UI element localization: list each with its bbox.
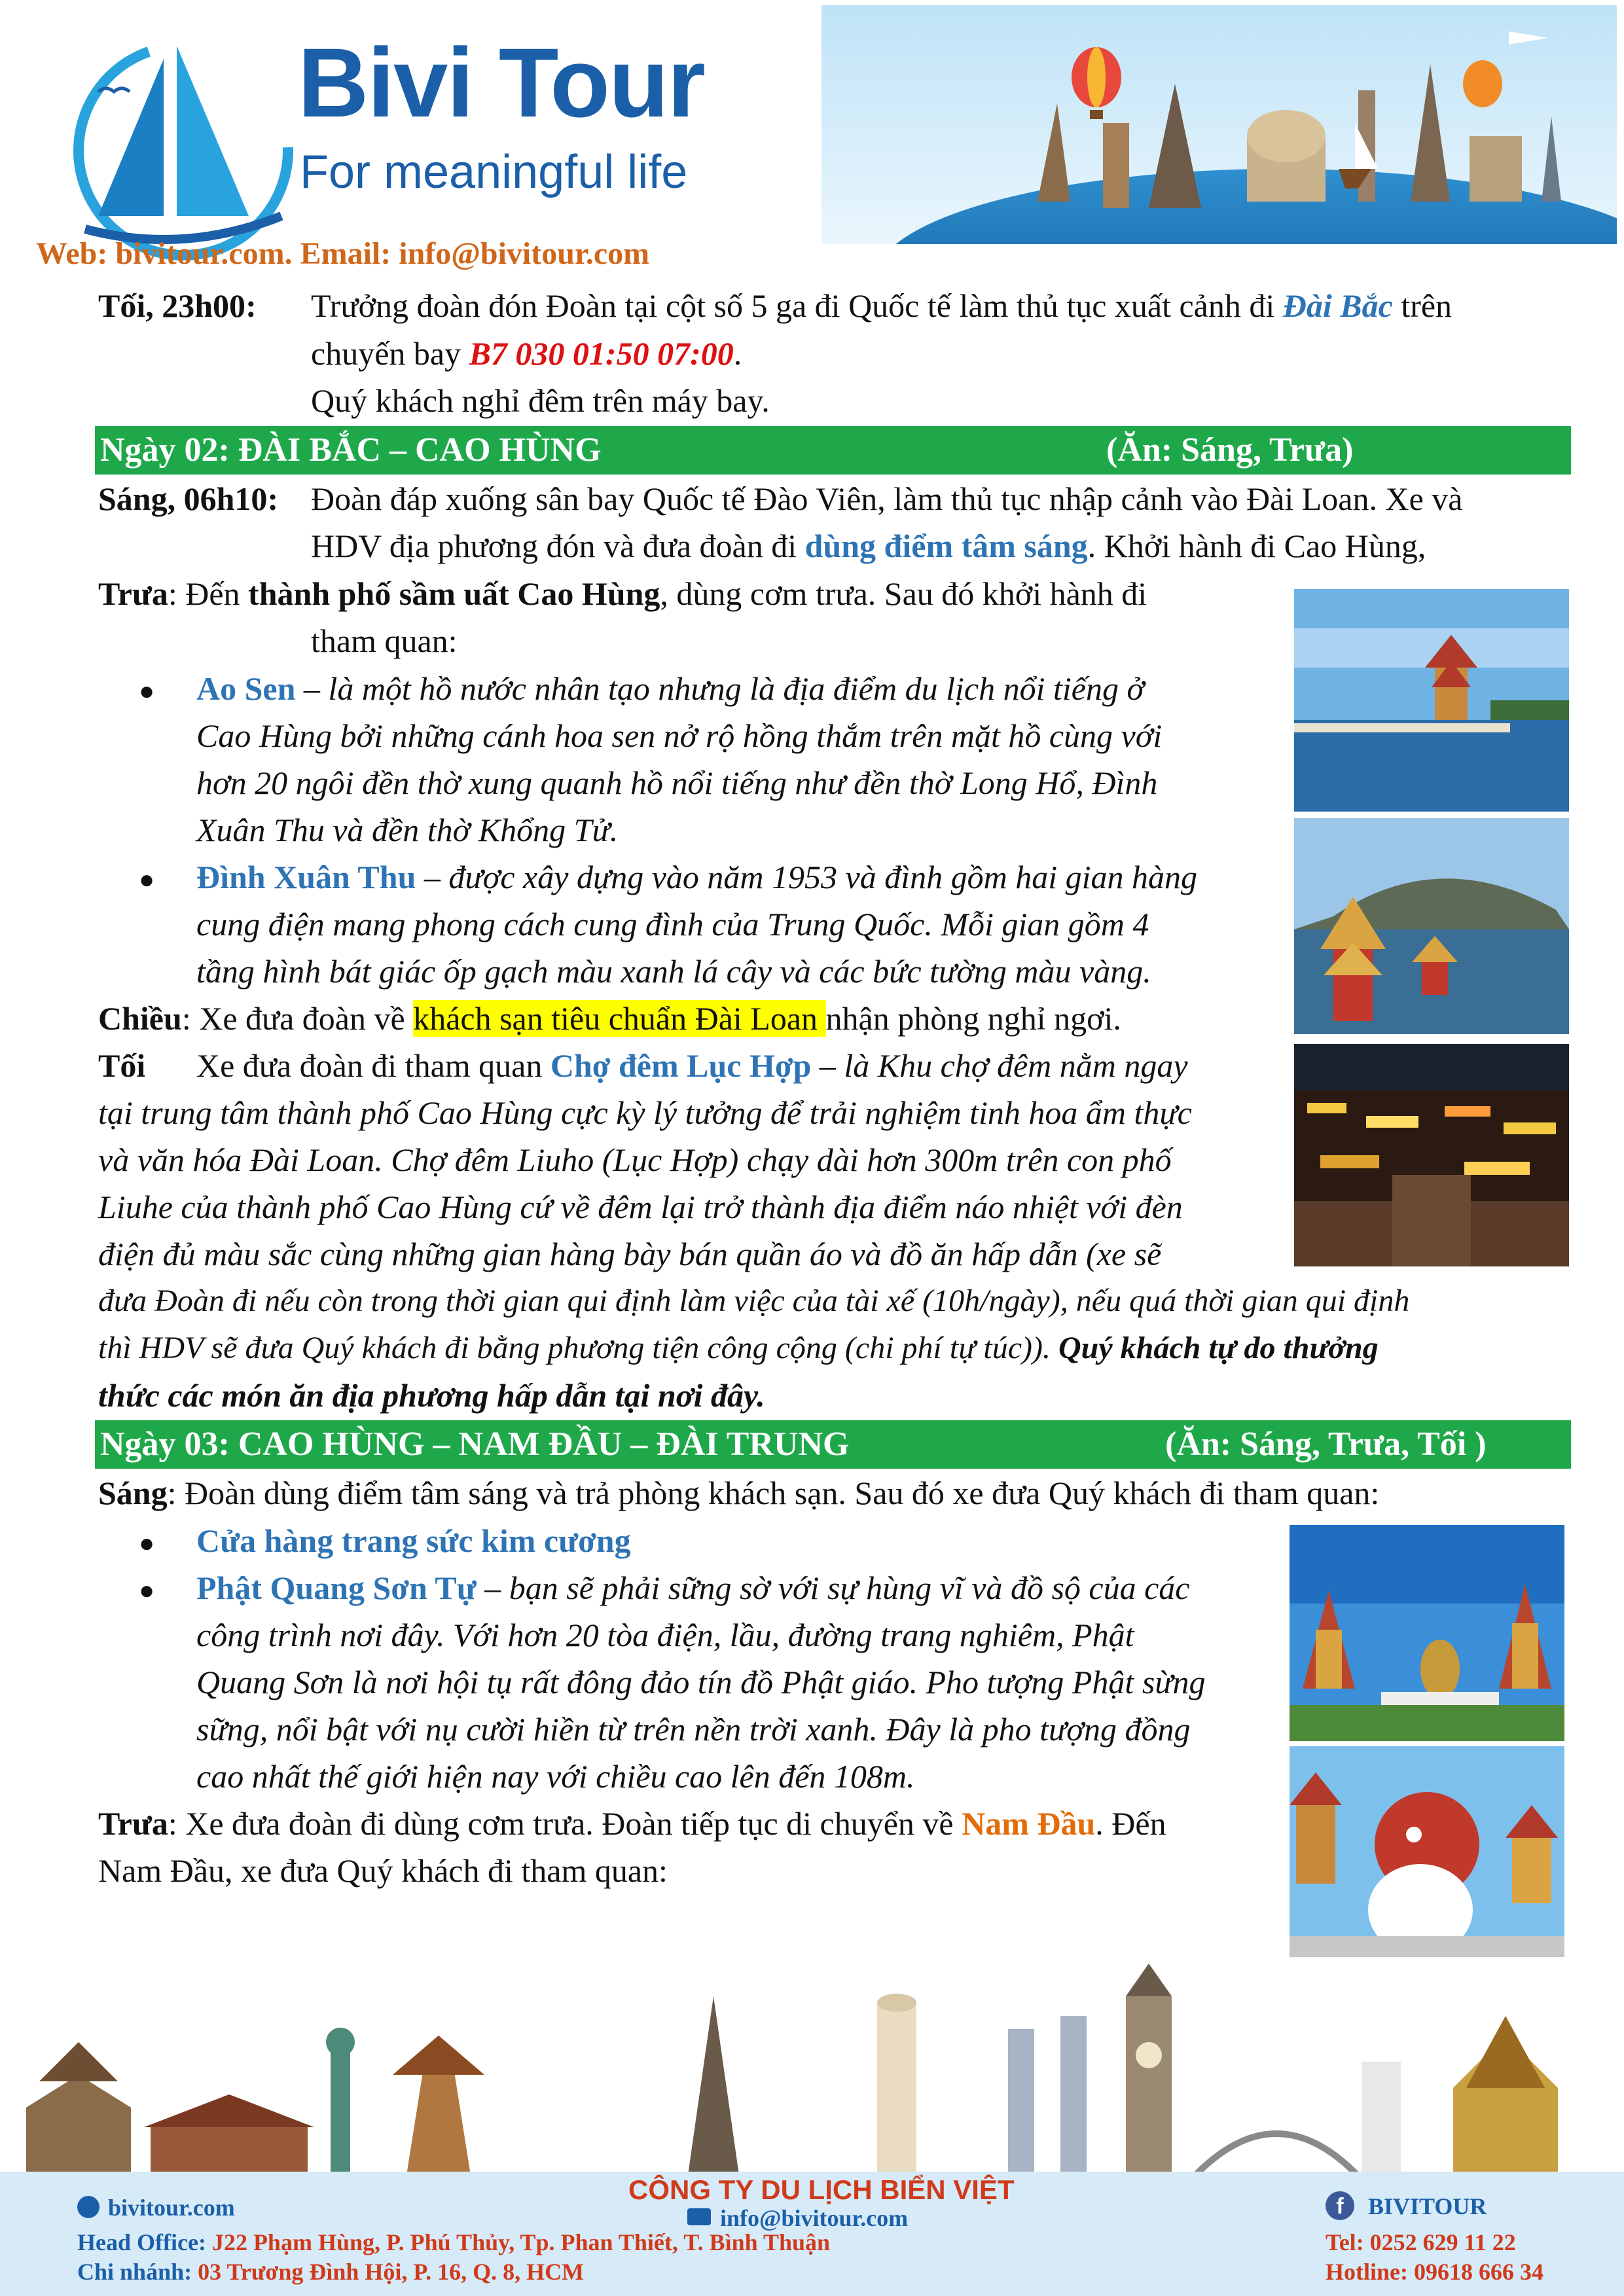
night-market-line-2: tại trung tâm thành phố Cao Hùng cực kỳ lý tưởng để trải nghiệm tinh hoa ẩm thực — [98, 1094, 1192, 1131]
spring-autumn-pavilion-photo — [1294, 818, 1569, 1034]
flight-number: B7 030 01:50 07:00 — [469, 335, 734, 372]
day2-evening-pre: Xe đưa đoàn đi tham quan — [196, 1047, 550, 1084]
day3-noon-line-2: Nam Đầu, xe đưa Quý khách đi tham quan: — [98, 1852, 668, 1889]
day2-noon-line-1 — [98, 571, 1147, 617]
night-line-1-text: Trưởng đoàn đón Đoàn tại cột số 5 ga đi Quốc tế làm thủ tục xuất cảnh đi — [311, 287, 1283, 324]
night-market-line-1 — [196, 1043, 1188, 1088]
day2-evening-label: Tối — [98, 1047, 146, 1084]
branch-label: Chi nhánh: — [77, 2259, 192, 2285]
footer-facebook[interactable]: BIVITOUR — [1368, 2193, 1487, 2219]
day2-afternoon-post: nhận phòng nghỉ ngơi. — [825, 1000, 1121, 1037]
night-market-name: Chợ đêm Lục Hợp — [550, 1047, 812, 1084]
night-line-2-end: . — [733, 335, 742, 372]
day2-meals: (Ăn: Sáng, Trưa) — [1106, 431, 1354, 469]
footer-tel: Tel: 0252 629 11 22 — [1326, 2229, 1516, 2255]
day3-title: Ngày 03: CAO HÙNG – NAM ĐẦU – ĐÀI TRUNG — [100, 1426, 850, 1463]
day2-morning-line-2 — [311, 523, 1426, 569]
day2-noon-post: , dùng cơm trưa. Sau đó khởi hành đi — [660, 575, 1147, 612]
day3-noon-post: . Đến — [1095, 1805, 1166, 1842]
day3-header-bar — [95, 1420, 1571, 1469]
spring-autumn-line-1 — [196, 854, 1197, 900]
fo-guang-shan-desc-1: – bạn sẽ phải sững sờ với sự hùng vĩ và đồ sộ của các — [476, 1570, 1190, 1606]
night-market-line-3: và văn hóa Đài Loan. Chợ đêm Liuho (Lục Hợp) chạy dài hơn 300m trên con phố — [98, 1141, 1172, 1178]
night-market-line-7 — [98, 1325, 1379, 1371]
branch-address: 03 Trương Đình Hội, P. 16, Q. 8, HCM — [192, 2259, 585, 2285]
night-market-free-time-1: Quý khách tự do thưởng — [1058, 1331, 1379, 1365]
spring-autumn-name: Đình Xuân Thu — [196, 859, 416, 895]
world-landmarks-skyline-image — [0, 1957, 1624, 2179]
bullet-icon: ● — [139, 1575, 155, 1605]
fo-guang-shan-line-4: sững, nổi bật với nụ cười hiền từ trên nền trời xanh. Đây là pho tượng đồng — [196, 1711, 1191, 1748]
day2-noon-line-2: tham quan: — [311, 622, 458, 659]
city-taipei: Đài Bắc — [1282, 287, 1393, 324]
lotus-pond-line-1 — [196, 666, 1144, 711]
footer-head-office — [77, 2229, 830, 2256]
night-market-photo — [1294, 1044, 1569, 1266]
header-contact: Web: bivitour.com. Email: info@bivitour.com — [36, 236, 650, 271]
diamond-shop-name: Cửa hàng trang sức kim cương — [196, 1522, 631, 1559]
fo-guang-shan-photo — [1290, 1525, 1564, 1741]
bullet-icon: ● — [139, 865, 155, 894]
day3-noon-pre: : Xe đưa đoàn đi dùng cơm trưa. Đoàn tiếp tục di chuyển về — [168, 1805, 962, 1842]
day2-afternoon-pre: : Xe đưa đoàn về — [181, 1000, 414, 1037]
footer-website[interactable]: bivitour.com — [108, 2195, 235, 2221]
night-line-1-end: trên — [1392, 287, 1453, 324]
day2-noon-pre: : Đến — [168, 575, 249, 612]
nantou-lion-statue-photo — [1290, 1746, 1564, 1962]
fo-guang-shan-line-3: Quang Sơn là nơi hội tụ rất đông đảo tín đồ Phật giáo. Pho tượng Phật sừng — [196, 1664, 1206, 1700]
lotus-pond-desc-1: – là một hồ nước nhân tạo nhưng là địa điểm du lịch nổi tiếng ở — [295, 670, 1145, 707]
night-market-line-5: điện đủ màu sắc cùng những gian hàng bày bán quần áo và đồ ăn hấp dẫn (xe sẽ — [98, 1236, 1162, 1272]
head-office-label: Head Office: — [77, 2229, 206, 2255]
bullet-icon: ● — [139, 1528, 155, 1558]
footer-company-name: CÔNG TY DU LỊCH BIỂN VIỆT — [628, 2174, 1015, 2205]
breakfast-highlight: dùng điểm tâm sáng — [804, 528, 1088, 564]
day3-morning-line — [98, 1470, 1379, 1516]
world-landmarks-banner-image — [821, 5, 1617, 244]
day3-morning-text: : Đoàn dùng điểm tâm sáng và trả phòng khách sạn. Sau đó xe đưa Quý khách đi tham quan: — [167, 1475, 1380, 1511]
email-icon — [687, 2208, 711, 2225]
night-market-line-4: Liuhe của thành phố Cao Hùng cứ về đêm lại trở thành địa điểm náo nhiệt với đèn — [98, 1189, 1183, 1225]
spring-autumn-desc-1: – được xây dựng vào năm 1953 và đình gồm hai gian hàng — [416, 859, 1197, 895]
day2-noon-label: Trưa — [98, 575, 168, 612]
day2-morning-line-1: Đoàn đáp xuống sân bay Quốc tế Đào Viên, làm thủ tục nhập cảnh vào Đài Loan. Xe và — [311, 480, 1463, 517]
night-time-label: Tối, 23h00: — [98, 287, 257, 324]
night-market-free-time-2: thức các món ăn địa phương hấp dẫn tại nơi đây. — [98, 1377, 765, 1414]
fo-guang-shan-line-5: cao nhất thế giới hiện nay với chiều cao lên đến 108m. — [196, 1758, 915, 1795]
lotus-pond-name: Ao Sen — [196, 670, 296, 707]
night-market-desc-7: thì HDV sẽ đưa Quý khách đi bằng phương tiện công cộng (chi phí tự túc)). — [98, 1331, 1058, 1365]
lotus-pond-photo — [1294, 589, 1569, 812]
brand-tagline: For meaningful life — [300, 146, 688, 198]
day2-morning-line-2-text: HDV địa phương đón và đưa đoàn đi — [311, 528, 805, 564]
night-line-2 — [311, 331, 742, 376]
footer-branch — [77, 2258, 584, 2286]
day2-morning-line-2-end: . Khởi hành đi Cao Hùng, — [1087, 528, 1426, 564]
day2-afternoon-label: Chiều — [98, 1000, 182, 1037]
spring-autumn-line-3: tầng hình bát giác ốp gạch màu xanh lá cây và các bức tường màu vàng. — [196, 953, 1151, 990]
brand-name: Bivi Tour — [298, 27, 704, 137]
night-line-1 — [311, 283, 1452, 329]
day3-meals: (Ăn: Sáng, Trưa, Tối ) — [1165, 1426, 1487, 1463]
hotel-highlight: khách sạn tiêu chuẩn Đài Loan — [413, 1000, 826, 1037]
day2-afternoon-line — [98, 996, 1121, 1041]
night-market-line-6: đưa Đoàn đi nếu còn trong thời gian qui định làm việc của tài xế (10h/ngày), nếu quá thời gian qui định — [98, 1283, 1410, 1318]
bullet-icon: ● — [139, 676, 155, 706]
day3-noon-label: Trưa — [98, 1805, 168, 1842]
facebook-icon[interactable]: f — [1326, 2191, 1354, 2220]
fo-guang-shan-line-1 — [196, 1565, 1190, 1611]
head-office-address: J22 Phạm Hùng, P. Phú Thủy, Tp. Phan Thiết, T. Bình Thuận — [206, 2229, 831, 2255]
lotus-pond-line-3: hơn 20 ngôi đền thờ xung quanh hồ nổi tiếng như đền thờ Long Hổ, Đình — [196, 764, 1158, 801]
lotus-pond-line-2: Cao Hùng bởi những cánh hoa sen nở rộ hồng thắm trên mặt hồ cùng với — [196, 717, 1163, 754]
day3-morning-label: Sáng — [98, 1475, 168, 1511]
fo-guang-shan-name: Phật Quang Sơn Tự — [196, 1570, 477, 1606]
fo-guang-shan-line-2: công trình nơi đây. Với hơn 20 tòa điện, lầu, đường trang nghiêm, Phật — [196, 1617, 1134, 1653]
lotus-pond-line-4: Xuân Thu và đền thờ Khổng Tử. — [196, 812, 619, 848]
day2-morning-time: Sáng, 06h10: — [98, 480, 279, 517]
spring-autumn-line-2: cung điện mang phong cách cung đình của Trung Quốc. Mỗi gian gồm 4 — [196, 906, 1149, 942]
night-market-desc-1: – là Khu chợ đêm nằm ngay — [811, 1047, 1188, 1084]
day2-header-bar — [95, 426, 1571, 475]
city-nantou: Nam Đầu — [962, 1805, 1096, 1842]
city-kaohsiung: thành phố sầm uất Cao Hùng — [248, 575, 660, 612]
night-line-2-text: chuyến bay — [311, 335, 469, 372]
footer-hotline: Hotline: 09618 666 34 — [1326, 2259, 1543, 2285]
day2-title: Ngày 02: ĐÀI BẮC – CAO HÙNG — [100, 431, 602, 469]
footer-email[interactable]: info@bivitour.com — [720, 2205, 909, 2231]
night-line-3: Quý khách nghỉ đêm trên máy bay. — [311, 382, 770, 419]
globe-icon — [77, 2196, 99, 2218]
day3-noon-line-1 — [98, 1801, 1166, 1846]
